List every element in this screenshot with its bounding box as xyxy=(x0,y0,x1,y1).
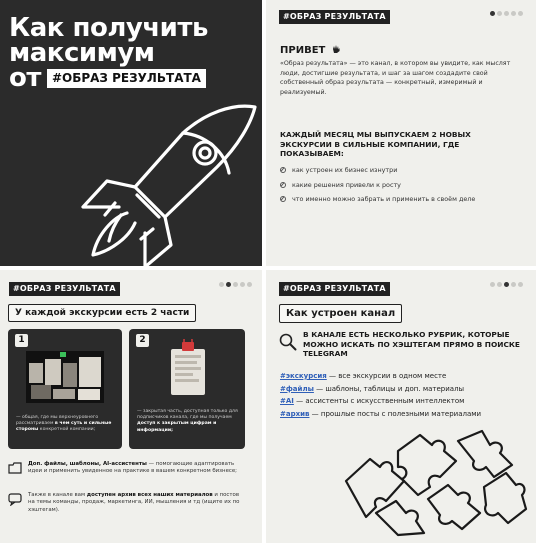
screenshots-collage-image xyxy=(26,351,104,403)
hashtag-row xyxy=(280,408,481,421)
hashtag-list xyxy=(280,370,481,421)
rubrics-heading: В КАНАЛЕ ЕСТЬ НЕСКОЛЬКО РУБРИК, КОТОРЫЕ МОЖНО ИСКАТЬ ПО ХЭШТЕГАМ ПРЯМО В ПОИСКЕ TELEGRAM xyxy=(303,330,520,359)
carousel-dots xyxy=(219,282,252,287)
dot xyxy=(226,282,231,287)
pin-icon xyxy=(280,196,286,202)
dot xyxy=(511,11,516,16)
dot xyxy=(490,282,495,287)
folder-icon xyxy=(8,461,22,475)
pin-icon xyxy=(280,167,286,173)
carousel-dots xyxy=(490,282,523,287)
part-number: 1 xyxy=(15,334,28,347)
caption-bold: в чем суть и сильные стороны xyxy=(16,421,112,433)
slide-parts[interactable] xyxy=(0,270,262,543)
hashtag-desc: — ассистенты с искусственным интеллектом xyxy=(293,397,465,406)
caption-text: конкретной компании; xyxy=(38,427,96,433)
cover-line-1: Как получить xyxy=(9,13,208,43)
slide-cover[interactable] xyxy=(0,0,262,266)
channel-hashtag: #ОБРАЗ РЕЗУЛЬТАТА xyxy=(279,282,390,296)
list-item xyxy=(280,163,475,178)
search-icon xyxy=(279,333,297,351)
cover-line-2: максимум xyxy=(9,38,155,68)
chat-icon xyxy=(8,492,22,506)
carousel-dots xyxy=(490,11,523,16)
archive-bold: доступен архив всех наших материалов xyxy=(86,492,213,498)
dot xyxy=(497,11,502,16)
hashtag-row xyxy=(280,383,481,396)
rocket-icon xyxy=(55,95,262,266)
channel-hashtag: #ОБРАЗ РЕЗУЛЬТАТА xyxy=(279,10,390,24)
monthly-heading: КАЖДЫЙ МЕСЯЦ МЫ ВЫПУСКАЕМ 2 НОВЫХ ЭКСКУРСИИ В СИЛЬНЫЕ КОМПАНИИ, ГДЕ ПОКАЗЫВАЕМ: xyxy=(280,130,471,159)
dot xyxy=(233,282,238,287)
hashtag-link[interactable]: #экскурсия xyxy=(280,372,327,380)
puzzle-pieces-icon xyxy=(336,429,528,537)
section-title: Как устроен канал xyxy=(279,304,402,323)
dot xyxy=(219,282,224,287)
extras-row xyxy=(8,461,243,476)
hashtag-desc: — все экскурсии в одном месте xyxy=(326,372,447,380)
dot xyxy=(497,282,502,287)
part-2-caption xyxy=(137,409,239,434)
hashtag-row xyxy=(280,395,481,408)
locked-document-image xyxy=(171,339,205,395)
hashtag-row xyxy=(280,370,481,383)
dot xyxy=(518,11,523,16)
part-1-caption xyxy=(16,415,116,434)
dot xyxy=(511,282,516,287)
archive-text: Также в канале вам xyxy=(28,492,87,498)
extras-bold: Доп. файлы, шаблоны, AI-ассистенты xyxy=(28,461,147,467)
archive-text: и постов на темы команды, продаж, маркетинга, ИИ, мышления и тд (ищите их по хэштегам). xyxy=(28,492,240,513)
hashtag-desc: — шаблоны, таблицы и доп. материалы xyxy=(313,384,465,393)
cover-heading xyxy=(9,13,208,93)
points-list xyxy=(280,163,475,207)
hashtag-link[interactable]: #файлы xyxy=(280,384,314,393)
channel-hashtag: #ОБРАЗ РЕЗУЛЬТАТА xyxy=(9,282,120,296)
list-item-text: как устроен их бизнес изнутри xyxy=(292,166,398,175)
waving-hand-icon xyxy=(331,44,341,54)
channel-hashtag: #ОБРАЗ РЕЗУЛЬТАТА xyxy=(47,69,206,88)
archive-row xyxy=(8,492,243,514)
pin-icon xyxy=(280,182,286,188)
greeting-text: ПРИВЕТ xyxy=(280,45,326,56)
cover-line-3: от xyxy=(9,63,41,93)
dot xyxy=(240,282,245,287)
hashtag-link[interactable]: #AI xyxy=(280,397,294,406)
greeting-heading xyxy=(280,44,341,56)
list-item-text: какие решения привели к росту xyxy=(292,180,401,189)
list-item-text: что именно можно забрать и применить в своём деле xyxy=(292,195,476,204)
dot xyxy=(247,282,252,287)
hashtag-link[interactable]: #архив xyxy=(280,410,310,419)
caption-text: — общая, где мы верхнеуровнего рассматриваем xyxy=(16,415,99,427)
caption-bold: доступ к закрытым цифрам и информации; xyxy=(137,421,217,433)
slide-structure[interactable] xyxy=(266,270,536,543)
dot xyxy=(518,282,523,287)
caption-text: — закрытая часть, доступная только для подписчиков канала, где мы получаем xyxy=(137,409,238,421)
list-item xyxy=(280,178,475,193)
part-number: 2 xyxy=(136,334,149,347)
section-title: У каждой экскурсии есть 2 части xyxy=(8,304,196,322)
dot xyxy=(504,282,509,287)
list-item xyxy=(280,192,475,207)
hashtag-desc: — прошлые посты с полезными материалами xyxy=(309,410,482,419)
intro-paragraph: «Образ результата» — это канал, в котором вы увидите, как мыслят люди, достигшие результата, и шаг за шагом создадите свой собственный образ результата — конкретный, измеримый и реализуемый. xyxy=(280,60,511,96)
slide-about[interactable] xyxy=(266,0,536,266)
dot xyxy=(504,11,509,16)
part-card-1 xyxy=(8,329,122,449)
extras-text: — помогающие адаптировать идеи и применить увиденное на практике в вашем конкретном бизнесе; xyxy=(28,461,237,475)
dot xyxy=(490,11,495,16)
part-card-2 xyxy=(129,329,245,449)
